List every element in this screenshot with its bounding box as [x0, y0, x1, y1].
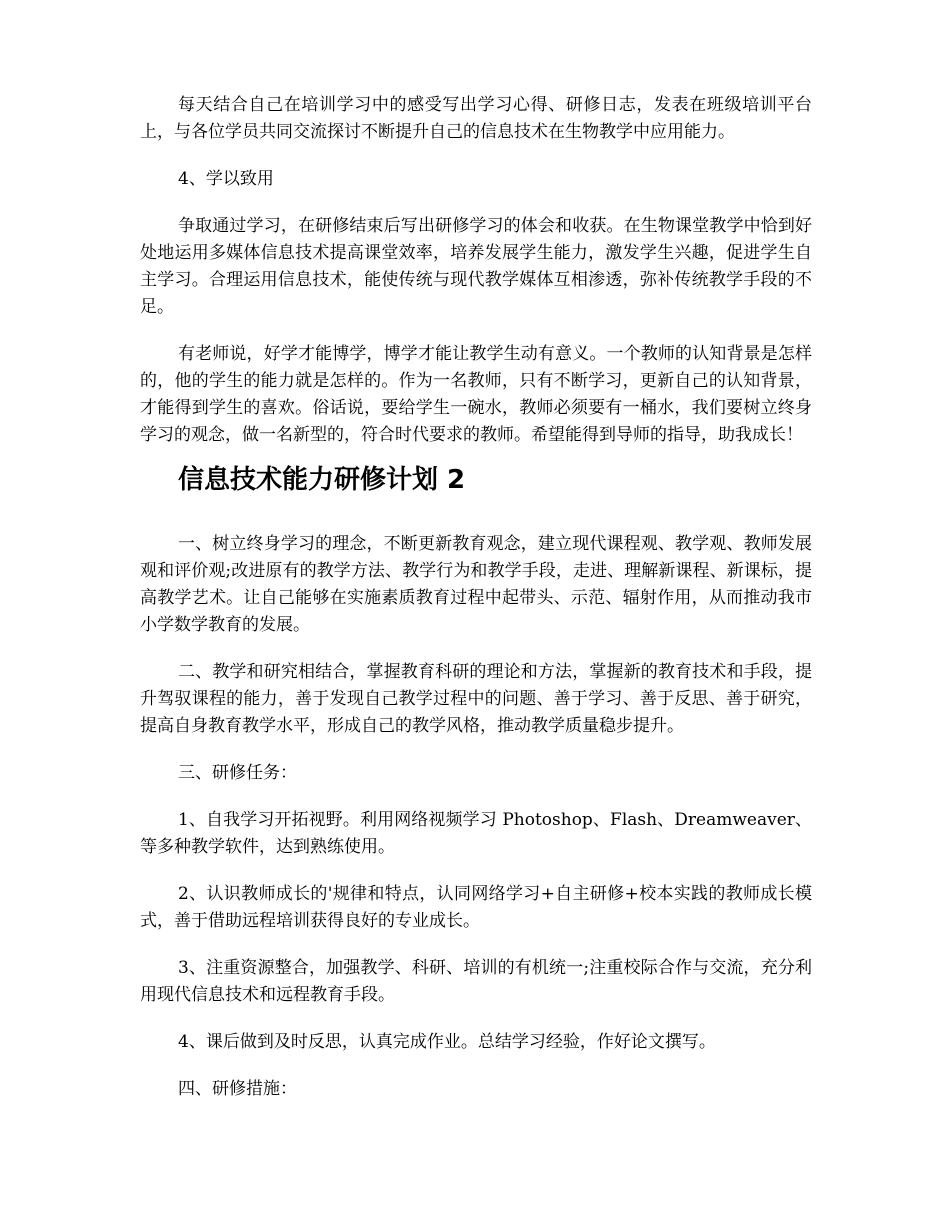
body-paragraph: 每天结合自己在培训学习中的感受写出学习心得、研修日志，发表在班级培训平台上，与各位学员共同交流探讨不断提升自己的信息技术在生物教学中应用能力。 — [140, 95, 812, 142]
list-item: 2、认识教师成长的'规律和特点，认同网络学习+自主研修+校本实践的教师成长模式，善于借助远程培训获得良好的专业成长。 — [140, 884, 812, 931]
list-item: 4、课后做到及时反思，认真完成作业。总结学习经验，作好论文撰写。 — [178, 1032, 716, 1052]
body-paragraph: 一、树立终身学习的理念，不断更新教育观念，建立现代课程观、教学观、教师发展观和评价观;改进原有的教学方法、教学行为和教学手段，走进、理解新课程、新课标，提高教学艺术。让自己能够在实施素质教育过程中起带头、示范、辐射作用，从而推动我市小学数学教育的发展。 — [140, 534, 812, 635]
body-paragraph: 二、教学和研究相结合，掌握教育科研的理论和方法，掌握新的教育技术和手段，提升驾驭课程的能力，善于发现自己教学过程中的问题、善于学习、善于反思、善于研究，提高自身教育教学水平，形成自己的教学风格，推动教学质量稳步提升。 — [140, 662, 812, 736]
list-item: 1、自我学习开拓视野。利用网络视频学习 Photoshop、Flash、Dreamweaver、等多种教学软件，达到熟练使用。 — [140, 810, 812, 857]
document-page — [140, 92, 812, 1103]
section-heading: 信息技术能力研修计划 2 — [178, 465, 466, 495]
section-label: 三、研修任务： — [178, 763, 297, 783]
section-label: 四、研修措施： — [178, 1079, 297, 1099]
list-item: 3、注重资源整合，加强教学、科研、培训的有机统一;注重校际合作与交流，充分利用现代信息技术和远程教育手段。 — [140, 958, 812, 1005]
body-paragraph: 争取通过学习，在研修结束后写出研修学习的体会和收获。在生物课堂教学中恰到好处地运用多媒体信息技术提高课堂效率，培养发展学生能力，激发学生兴趣，促进学生自主学习。合理运用信息技术，能使传统与现代教学媒体互相渗透，弥补传统教学手段的不足。 — [140, 216, 812, 317]
body-paragraph: 有老师说，好学才能博学，博学才能让教学生动有意义。一个教师的认知背景是怎样的，他的学生的能力就是怎样的。作为一名教师，只有不断学习，更新自己的认知背景，才能得到学生的喜欢。俗话说，要给学生一碗水，教师必须要有一桶水，我们要树立终身学习的观念，做一名新型的，符合时代要求的教师。希望能得到导师的指导，助我成长！ — [140, 344, 812, 445]
section-label: 4、学以致用 — [178, 169, 274, 189]
